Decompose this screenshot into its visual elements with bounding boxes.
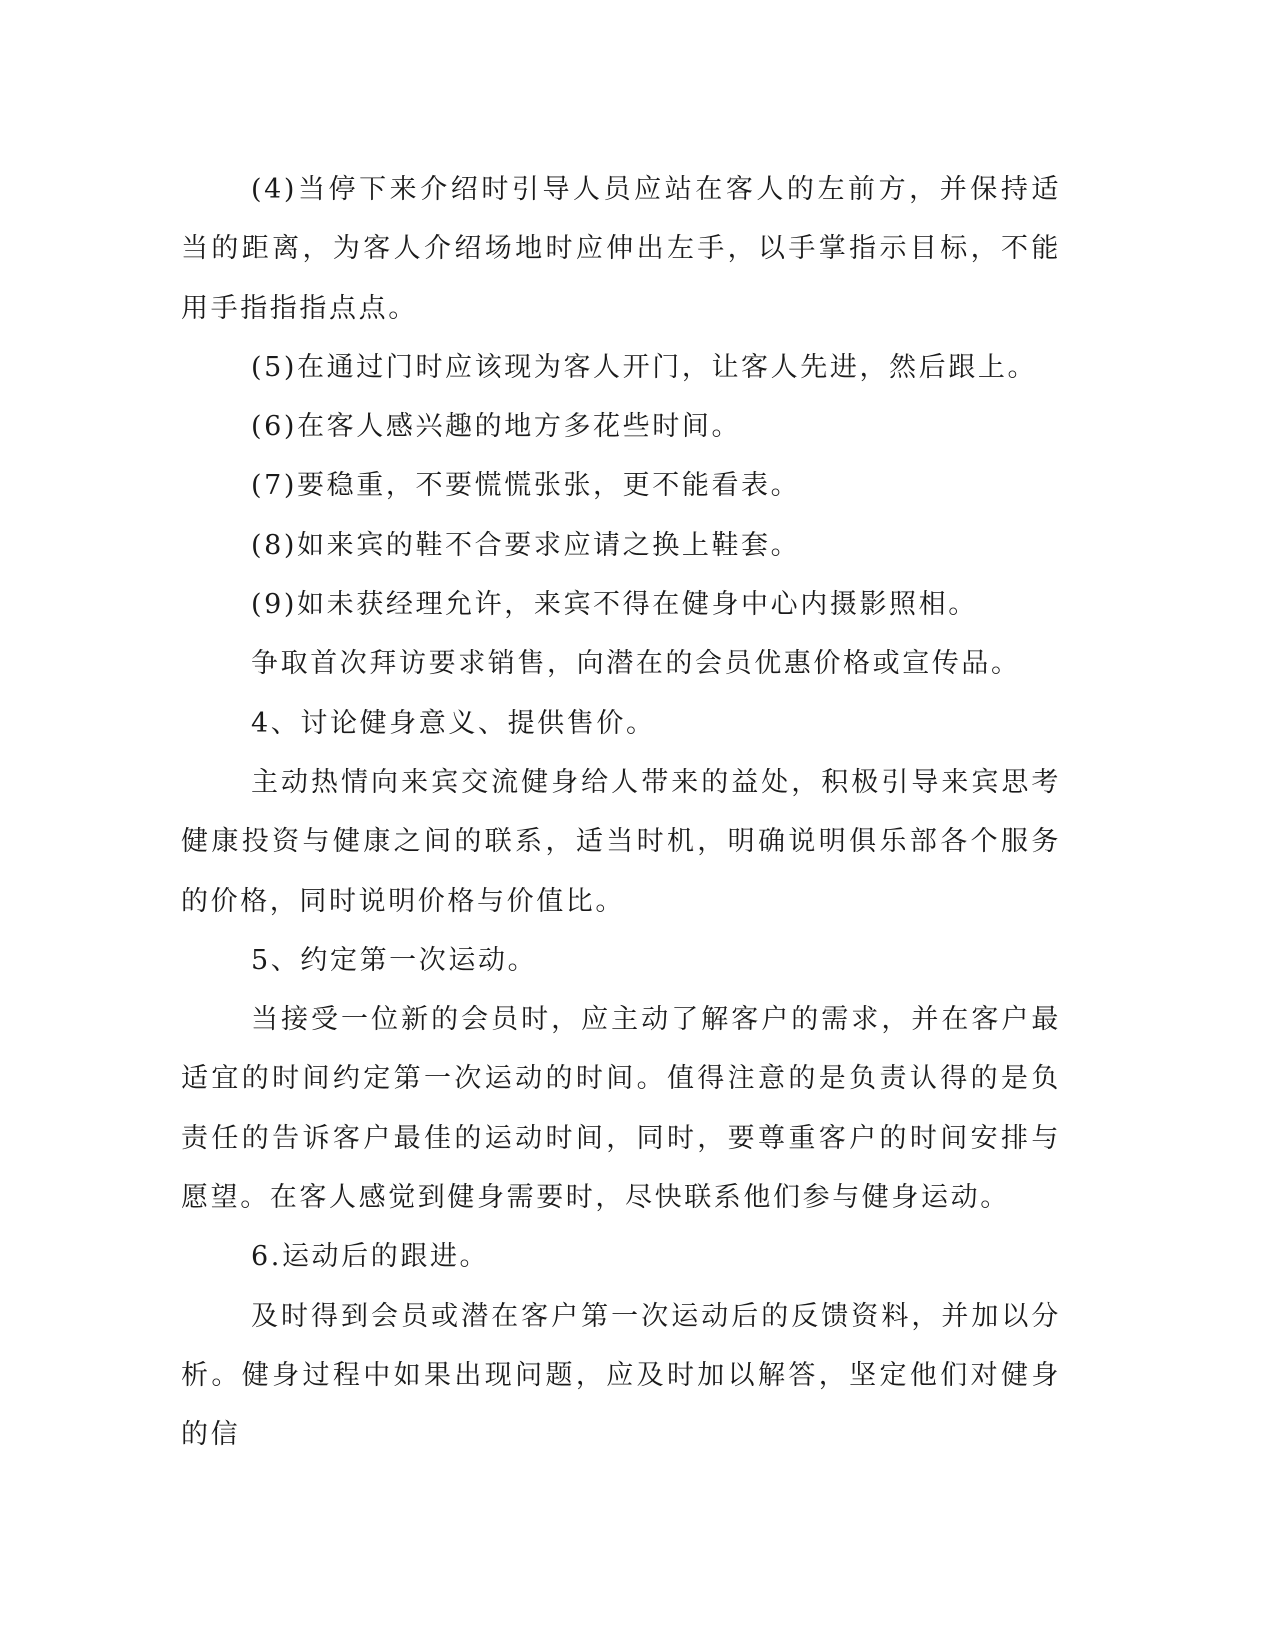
document-body [181,160,1061,1465]
paragraph-first-workout: 当接受一位新的会员时，应主动了解客户的需求，并在客户最适宜的时间约定第一次运动的时间。值得注意的是负责认得的是负责任的告诉客户最佳的运动时间，同时，要尊重客户的时间安排与愿望。在客人感觉到健身需要时，尽快联系他们参与健身运动。 [181,1004,1061,1214]
paragraph-fitness-benefits: 主动热情向来宾交流健身给人带来的益处，积极引导来宾思考健康投资与健康之间的联系，适当时机，明确说明俱乐部各个服务的价格，同时说明价格与价值比。 [181,766,1061,917]
section-heading-6: 6.运动后的跟进。 [251,1241,490,1273]
paragraph-guide-position: (4)当停下来介绍时引导人员应站在客人的左前方，并保持适当的距离，为客人介绍场地时应伸出左手，以手掌指示目标，不能用手指指指点点。 [181,174,1061,324]
paragraph-no-photography: (9)如未获经理允许，来宾不得在健身中心内摄影照相。 [251,589,978,621]
paragraph-interest-time: (6)在客人感兴趣的地方多花些时间。 [251,411,742,443]
paragraph-shoe-covers: (8)如来宾的鞋不合要求应请之换上鞋套。 [251,529,801,561]
section-heading-4: 4、讨论健身意义、提供售价。 [251,707,656,739]
paragraph-follow-up: 及时得到会员或潜在客户第一次运动后的反馈资料，并加以分析。健身过程中如果出现问题，应及时加以解答，坚定他们对健身的信 [181,1300,1061,1451]
section-heading-5: 5、约定第一次运动。 [251,944,538,976]
paragraph-first-visit-sales: 争取首次拜访要求销售，向潜在的会员优惠价格或宣传品。 [251,648,1021,680]
paragraph-open-door: (5)在通过门时应该现为客人开门，让客人先进，然后跟上。 [251,351,1038,383]
paragraph-steady: (7)要稳重，不要慌慌张张，更不能看表。 [251,470,801,502]
